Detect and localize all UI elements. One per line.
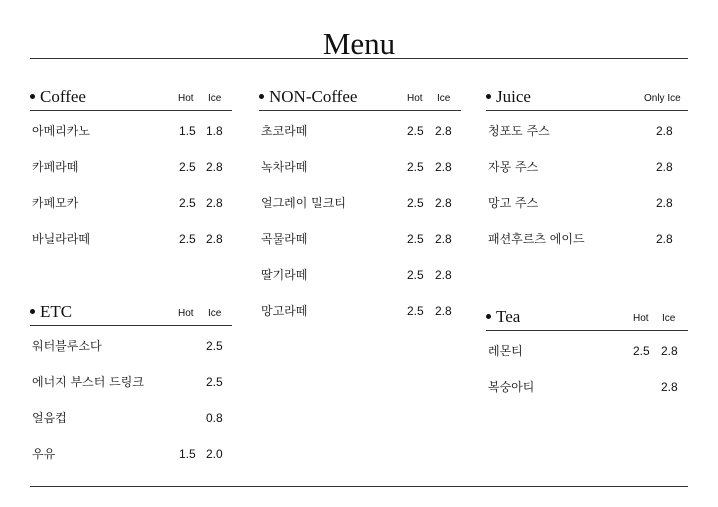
item-name: 망고라떼 [261, 304, 308, 318]
juice-title: Juice [496, 87, 531, 106]
etc-section [30, 301, 232, 470]
item-name: 우유 [32, 447, 56, 461]
ice-price: 2.8 [661, 380, 678, 394]
ice-price: 2.8 [656, 196, 673, 210]
hot-price: 2.5 [407, 304, 424, 318]
ice-price: 2.8 [435, 196, 452, 210]
list-item [30, 364, 232, 400]
item-name: 녹차라떼 [261, 160, 308, 174]
juice-only-ice-label: Only Ice [644, 93, 681, 104]
list-item [486, 113, 688, 149]
list-item [30, 221, 232, 257]
item-name: 패션후르츠 에이드 [488, 232, 585, 246]
tea-header [486, 306, 688, 331]
etc-hot-label: Hot [178, 308, 194, 319]
list-item [486, 185, 688, 221]
ice-price: 2.8 [656, 232, 673, 246]
ice-price: 2.8 [206, 160, 223, 174]
hot-price: 2.5 [407, 196, 424, 210]
non-coffee-section [259, 86, 461, 327]
list-item [259, 113, 461, 149]
non-coffee-ice-label: Ice [437, 93, 451, 104]
tea-hot-label: Hot [633, 313, 649, 324]
item-name: 아메리카노 [32, 124, 90, 138]
hot-price: 2.5 [179, 160, 196, 174]
list-item [30, 328, 232, 364]
list-item [486, 333, 688, 369]
etc-title: ETC [40, 302, 73, 321]
ice-price: 2.8 [661, 344, 678, 358]
item-name: 딸기라떼 [261, 268, 308, 282]
item-name: 바닐라라떼 [32, 232, 90, 246]
item-name: 초코라떼 [261, 124, 308, 138]
item-name: 청포도 주스 [488, 124, 550, 138]
item-name: 레몬티 [488, 344, 523, 358]
coffee-hot-label: Hot [178, 93, 194, 104]
item-name: 복숭아티 [488, 380, 535, 394]
item-name: 자몽 주스 [488, 160, 539, 174]
list-item [30, 185, 232, 221]
ice-price: 1.8 [206, 124, 223, 138]
juice-header [486, 86, 688, 111]
ice-price: 2.8 [435, 268, 452, 282]
list-item [486, 369, 688, 405]
coffee-section [30, 86, 232, 255]
ice-price: 2.8 [656, 160, 673, 174]
ice-price: 2.5 [206, 339, 223, 353]
item-name: 얼그레이 밀크티 [261, 196, 346, 210]
title-divider [30, 58, 688, 59]
ice-price: 0.8 [206, 411, 223, 425]
hot-price: 2.5 [407, 268, 424, 282]
list-item [30, 436, 232, 472]
non-coffee-title: NON-Coffee [269, 87, 358, 106]
ice-price: 2.8 [435, 304, 452, 318]
list-item [259, 149, 461, 185]
bullet-icon [486, 94, 491, 99]
hot-price: 2.5 [179, 232, 196, 246]
list-item [486, 221, 688, 257]
non-coffee-hot-label: Hot [407, 93, 423, 104]
ice-price: 2.0 [206, 447, 223, 461]
coffee-header [30, 86, 232, 111]
tea-ice-label: Ice [662, 313, 676, 324]
list-item [30, 400, 232, 436]
list-item [30, 149, 232, 185]
bullet-icon [486, 314, 491, 319]
item-name: 카페라떼 [32, 160, 79, 174]
hot-price: 2.5 [407, 160, 424, 174]
ice-price: 2.8 [435, 232, 452, 246]
coffee-title: Coffee [40, 87, 86, 106]
item-name: 망고 주스 [488, 196, 539, 210]
list-item [259, 257, 461, 293]
bullet-icon [30, 309, 35, 314]
tea-title: Tea [496, 307, 521, 326]
list-item [30, 113, 232, 149]
etc-ice-label: Ice [208, 308, 222, 319]
hot-price: 2.5 [179, 196, 196, 210]
hot-price: 2.5 [407, 232, 424, 246]
ice-price: 2.8 [656, 124, 673, 138]
etc-header [30, 301, 232, 326]
bottom-divider [30, 486, 688, 487]
bullet-icon [259, 94, 264, 99]
non-coffee-header [259, 86, 461, 111]
juice-section [486, 86, 688, 255]
hot-price: 1.5 [179, 124, 196, 138]
ice-price: 2.5 [206, 375, 223, 389]
hot-price: 1.5 [179, 447, 196, 461]
ice-price: 2.8 [435, 160, 452, 174]
list-item [259, 221, 461, 257]
coffee-ice-label: Ice [208, 93, 222, 104]
list-item [259, 293, 461, 329]
ice-price: 2.8 [435, 124, 452, 138]
menu-title: Menu [322, 26, 396, 61]
item-name: 카페모카 [32, 196, 79, 210]
list-item [486, 149, 688, 185]
item-name: 곡물라떼 [261, 232, 308, 246]
ice-price: 2.8 [206, 232, 223, 246]
item-name: 얼음컵 [32, 411, 67, 425]
item-name: 워터블루소다 [32, 339, 102, 353]
item-name: 에너지 부스터 드링크 [32, 375, 144, 389]
tea-section [486, 306, 688, 403]
bullet-icon [30, 94, 35, 99]
hot-price: 2.5 [633, 344, 650, 358]
list-item [259, 185, 461, 221]
ice-price: 2.8 [206, 196, 223, 210]
hot-price: 2.5 [407, 124, 424, 138]
